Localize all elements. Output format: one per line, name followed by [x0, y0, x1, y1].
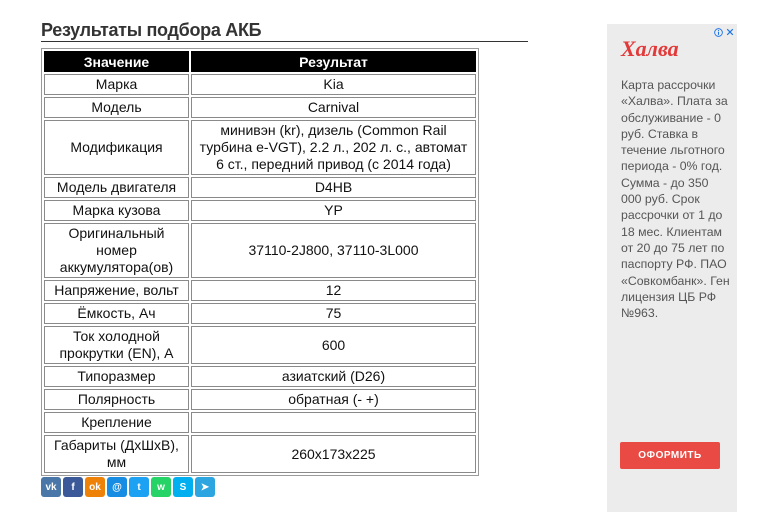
row-key: Типоразмер — [44, 366, 189, 387]
apply-button[interactable]: ОФОРМИТЬ — [620, 442, 720, 469]
vk-share-button[interactable] — [41, 477, 61, 497]
row-value: 600 — [191, 326, 476, 364]
ad-description: Карта рассрочки «Халва». Плата за обслуживание - 0 руб. Ставка в течение льготного периода - 0% год. Сумма - до 350 000 руб. Срок рассрочки от 1 до 18 мес. Клиентам от 20 до 75 лет по паспорту РФ. ПАО «Совкомбанк». Ген лицензия ЦБ РФ №963. — [621, 78, 730, 321]
ad-info[interactable] — [714, 26, 734, 38]
row-key: Ёмкость, Ач — [44, 303, 189, 324]
row-key: Напряжение, вольт — [44, 280, 189, 301]
skype-share-button[interactable] — [173, 477, 193, 497]
ad-brand-logo: Халва — [621, 36, 679, 61]
page-title: Результаты подбора АКБ — [41, 20, 528, 42]
row-value — [191, 412, 476, 433]
share-buttons — [41, 477, 215, 497]
odnoklassniki-icon: ok — [89, 481, 101, 493]
table-row — [44, 120, 476, 175]
row-value: 260x173x225 — [191, 435, 476, 473]
row-key: Полярность — [44, 389, 189, 410]
column-header-value: Значение — [44, 51, 189, 72]
row-key: Марка кузова — [44, 200, 189, 221]
close-icon[interactable] — [726, 28, 734, 36]
row-value: D4HB — [191, 177, 476, 198]
table-row — [44, 280, 476, 301]
row-key: Марка — [44, 74, 189, 95]
row-value: Kia — [191, 74, 476, 95]
table-row — [44, 303, 476, 324]
table-row — [44, 435, 476, 473]
twitter-share-button[interactable] — [129, 477, 149, 497]
table-row — [44, 412, 476, 433]
info-icon[interactable] — [714, 28, 723, 37]
row-key: Оригинальный номер аккумулятора(ов) — [44, 223, 189, 278]
row-key: Модель двигателя — [44, 177, 189, 198]
row-value: Carnival — [191, 97, 476, 118]
moimir-icon: @ — [112, 481, 122, 493]
table-row — [44, 366, 476, 387]
row-value: 12 — [191, 280, 476, 301]
table-row — [44, 200, 476, 221]
vk-icon: vk — [45, 481, 57, 493]
facebook-share-button[interactable] — [63, 477, 83, 497]
telegram-icon: ➤ — [200, 481, 210, 493]
row-value: минивэн (kr), дизель (Common Rail турбина e-VGT), 2.2 л., 202 л. с., автомат 6 ст., передний привод (с 2014 года) — [191, 120, 476, 175]
row-value: азиатский (D26) — [191, 366, 476, 387]
table-row — [44, 389, 476, 410]
row-value: 75 — [191, 303, 476, 324]
row-key: Ток холодной прокрутки (EN), А — [44, 326, 189, 364]
twitter-icon: t — [137, 481, 141, 493]
table-row — [44, 326, 476, 364]
results-table — [41, 48, 479, 476]
skype-icon: S — [179, 481, 187, 493]
row-key: Модель — [44, 97, 189, 118]
table-header-row — [44, 51, 476, 72]
table-row — [44, 177, 476, 198]
whatsapp-share-button[interactable] — [151, 477, 171, 497]
column-header-result: Результат — [191, 51, 476, 72]
table-row — [44, 74, 476, 95]
ad-banner[interactable] — [607, 24, 737, 512]
whatsapp-icon: w — [157, 481, 165, 493]
row-key: Крепление — [44, 412, 189, 433]
facebook-icon: f — [71, 481, 75, 493]
row-key: Габариты (ДхШхВ), мм — [44, 435, 189, 473]
moimir-share-button[interactable] — [107, 477, 127, 497]
telegram-share-button[interactable] — [195, 477, 215, 497]
row-value: 37110-2J800, 37110-3L000 — [191, 223, 476, 278]
row-value: обратная (- +) — [191, 389, 476, 410]
row-key: Модификация — [44, 120, 189, 175]
odnoklassniki-share-button[interactable] — [85, 477, 105, 497]
row-value: YP — [191, 200, 476, 221]
table-row — [44, 223, 476, 278]
table-row — [44, 97, 476, 118]
